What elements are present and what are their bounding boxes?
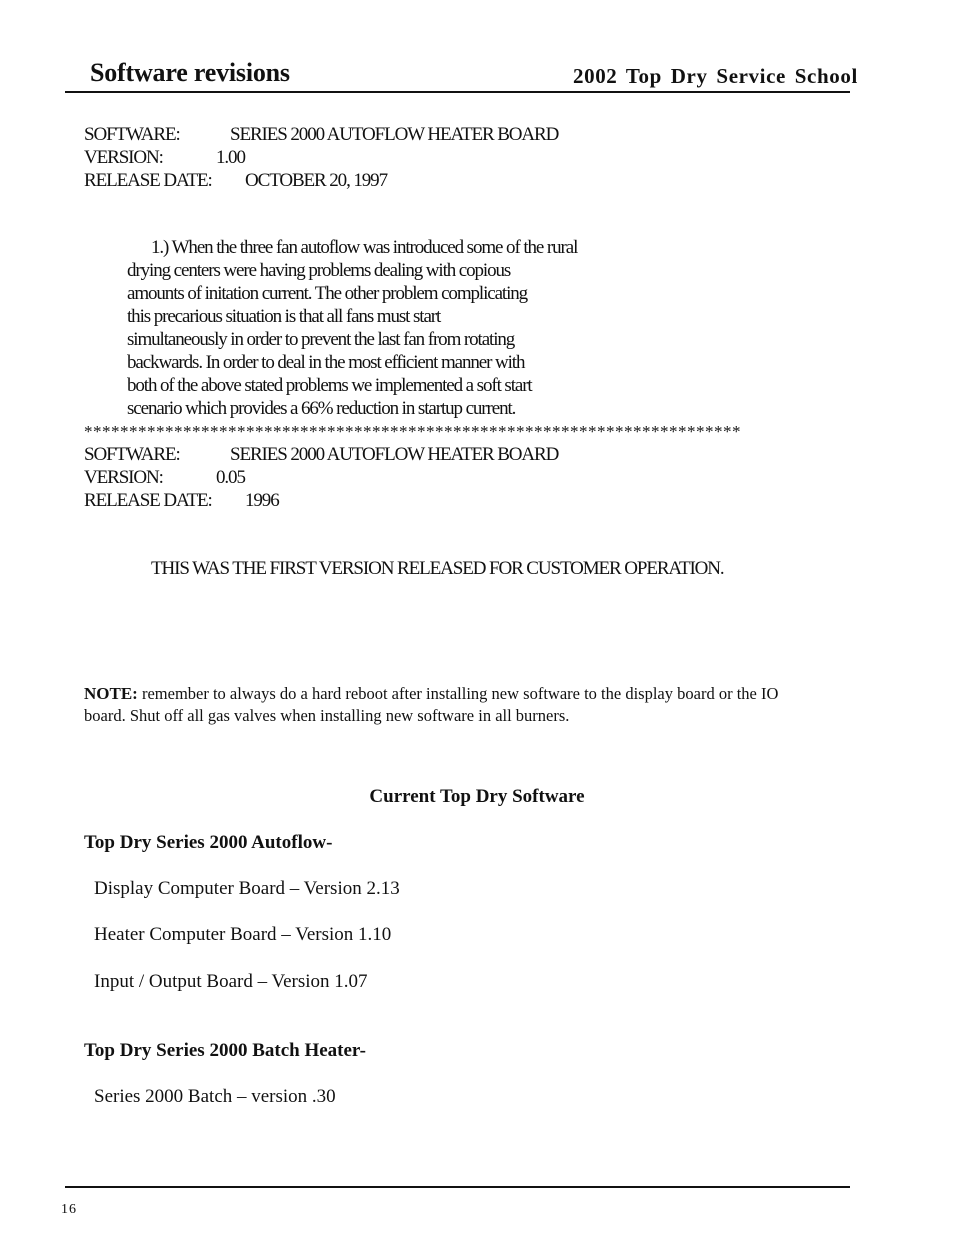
rev2-version-label: VERSION: <box>84 467 163 488</box>
running-header-school: 2002 Top Dry Service School <box>573 64 858 88</box>
batch-heading: Top Dry Series 2000 Batch Heater- <box>84 1040 366 1061</box>
rev1-paragraph-line: drying centers were having problems dealing with copious <box>127 260 511 281</box>
rev1-software-label: SOFTWARE: <box>84 124 180 145</box>
rev2-software-value: SERIES 2000 AUTOFLOW HEATER BOARD <box>230 444 559 465</box>
rev2-date-value: 1996 <box>245 490 279 511</box>
rev2-software-row <box>84 443 558 466</box>
autoflow-heading: Top Dry Series 2000 Autoflow- <box>84 832 333 853</box>
note-label: NOTE: <box>84 684 138 703</box>
asterisk-separator: ************************************************************************* <box>84 422 741 441</box>
note-text: remember to always do a hard reboot after installing new software to the display board or the IO board. Shut off all gas valves when installing new software in all burners. <box>84 684 779 725</box>
rev1-paragraph-line: 1.) When the three fan autoflow was introduced some of the rural <box>151 237 578 258</box>
batch-item: Series 2000 Batch – version .30 <box>94 1086 336 1107</box>
rev2-version-value: 0.05 <box>216 467 245 488</box>
rev1-paragraph-line: both of the above stated problems we implemented a soft start <box>127 375 532 396</box>
rev1-date-label: RELEASE DATE: <box>84 170 212 191</box>
footer-rule <box>65 1186 850 1188</box>
rev1-software-row <box>84 123 558 146</box>
rev1-version-row <box>84 146 245 169</box>
page-title: Software revisions <box>90 58 290 87</box>
rev2-version-row <box>84 466 245 489</box>
rev2-date-row <box>84 489 279 512</box>
rev1-paragraph-line: backwards. In order to deal in the most efficient manner with <box>127 352 525 373</box>
header-rule <box>65 91 850 93</box>
note-paragraph <box>84 683 824 727</box>
rev1-paragraph-line: amounts of initation current. The other problem complicating <box>127 283 528 304</box>
rev2-date-label: RELEASE DATE: <box>84 490 212 511</box>
rev1-date-row <box>84 169 387 192</box>
rev1-paragraph-line: scenario which provides a 66% reduction in startup current. <box>127 398 516 419</box>
rev1-date-value: OCTOBER 20, 1997 <box>245 170 387 191</box>
current-software-heading: Current Top Dry Software <box>369 786 585 807</box>
rev1-software-value: SERIES 2000 AUTOFLOW HEATER BOARD <box>230 124 559 145</box>
rev1-version-label: VERSION: <box>84 147 163 168</box>
rev1-paragraph-line: this precarious situation is that all fans must start <box>127 306 441 327</box>
autoflow-item: Heater Computer Board – Version 1.10 <box>94 924 392 945</box>
rev2-software-label: SOFTWARE: <box>84 444 180 465</box>
rev2-statement: THIS WAS THE FIRST VERSION RELEASED FOR CUSTOMER OPERATION. <box>151 558 724 579</box>
rev1-version-value: 1.00 <box>216 147 245 168</box>
rev1-paragraph-line: simultaneously in order to prevent the last fan from rotating <box>127 329 515 350</box>
autoflow-item: Input / Output Board – Version 1.07 <box>94 971 368 992</box>
page-number: 16 <box>61 1202 77 1217</box>
autoflow-item: Display Computer Board – Version 2.13 <box>94 878 400 899</box>
